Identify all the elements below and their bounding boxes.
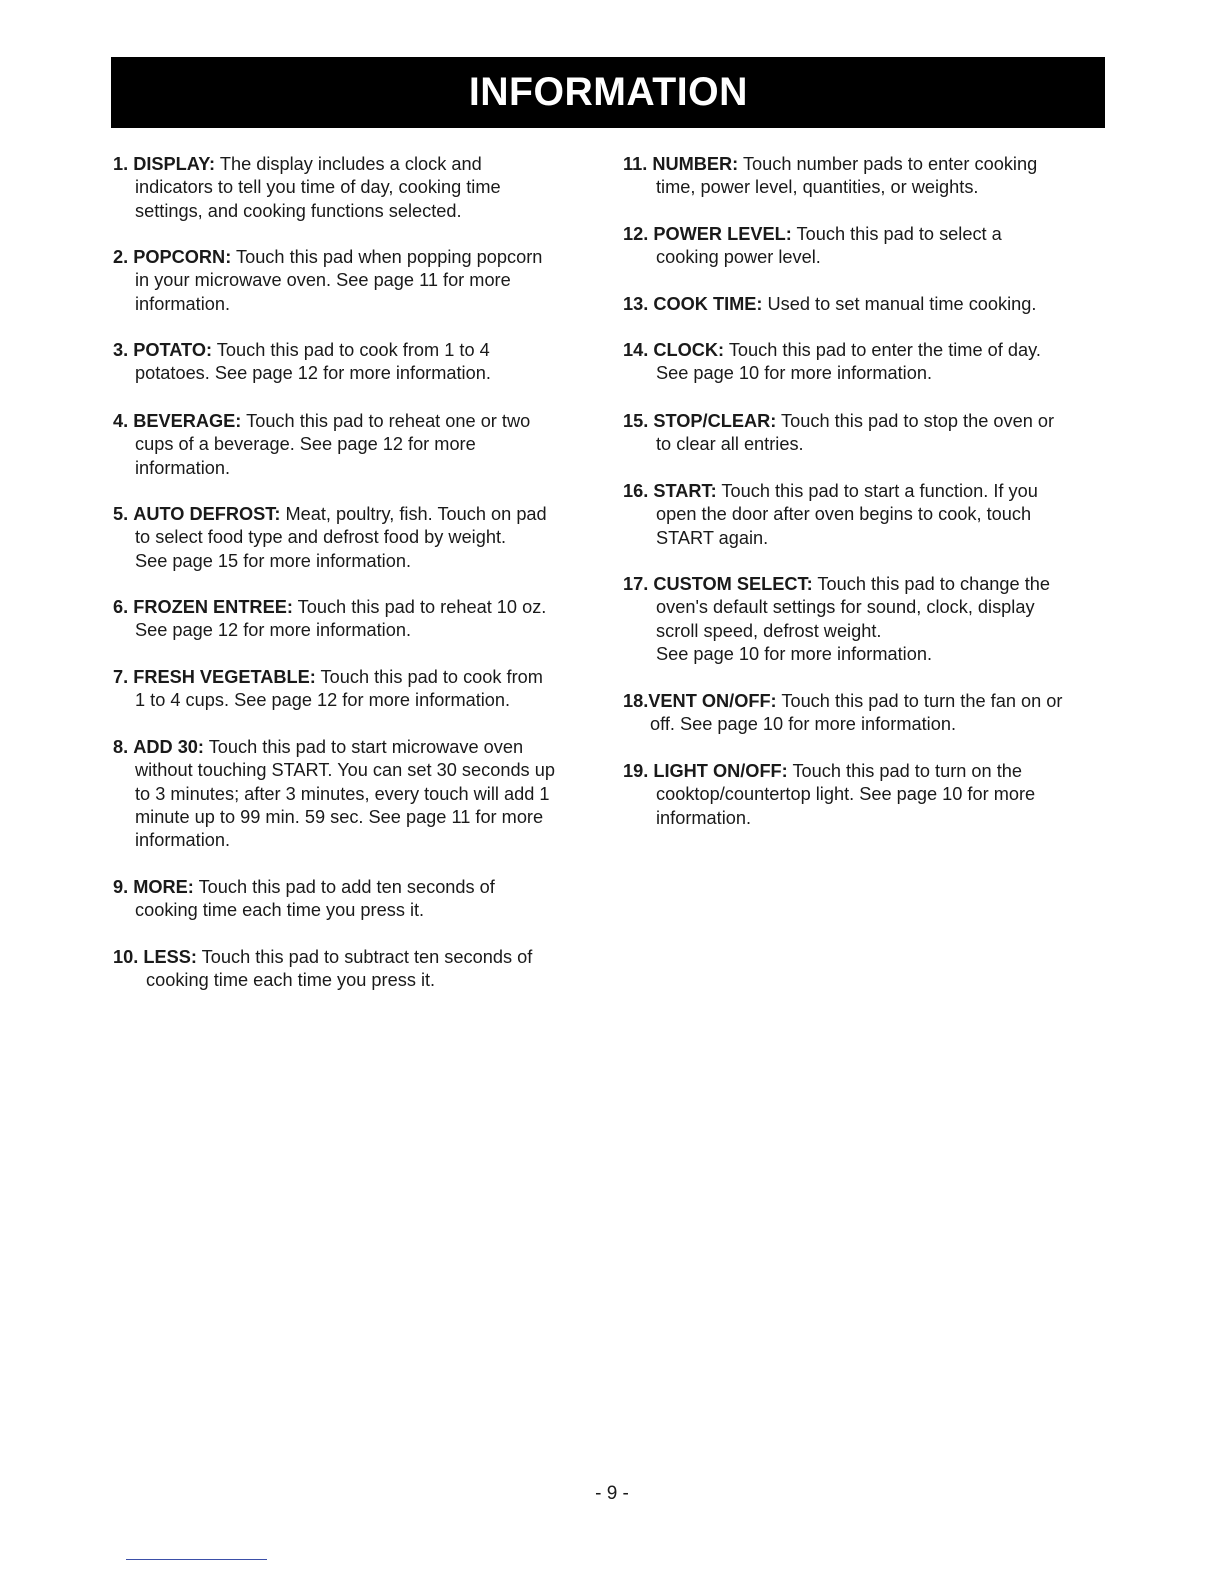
item-term: CLOCK: (653, 340, 725, 360)
item-text: oven's default settings for sound, clock, display (656, 597, 1035, 618)
list-item-cook-time (623, 293, 1113, 316)
list-item-custom-select (623, 573, 1113, 666)
item-number: 19. (623, 761, 649, 781)
item-number: 18. (623, 691, 649, 711)
item-term: LIGHT ON/OFF: (653, 761, 788, 781)
item-text: settings, and cooking functions selected. (135, 200, 462, 221)
item-text: START again. (656, 527, 769, 548)
list-item-light-on-off (623, 760, 1113, 830)
item-text: See page 10 for more information. (656, 643, 933, 664)
item-number: 1. (113, 154, 129, 174)
item-term: AUTO DEFROST: (133, 504, 281, 524)
item-text: cooking power level. (656, 247, 821, 268)
list-item-beverage (113, 410, 603, 480)
item-number: 17. (623, 574, 649, 594)
item-text: Touch this pad to stop the oven or (781, 411, 1055, 431)
item-number: 6. (113, 597, 129, 617)
item-text: Touch this pad to cook from 1 to 4 (216, 340, 490, 360)
item-term: VENT ON/OFF: (648, 691, 777, 711)
item-term: FROZEN ENTREE: (133, 597, 293, 617)
item-text: See page 15 for more information. (135, 550, 412, 571)
list-item-vent-on-off (623, 690, 1113, 737)
item-term: START: (653, 481, 717, 501)
list-item-frozen-entree (113, 596, 603, 643)
item-term: LESS: (143, 947, 197, 967)
item-text: cooking time each time you press it. (135, 900, 425, 921)
item-term: NUMBER: (652, 154, 739, 174)
item-text: to clear all entries. (656, 434, 804, 455)
item-text: scroll speed, defrost weight. (656, 620, 882, 641)
item-term: DISPLAY: (133, 154, 216, 174)
item-text: time, power level, quantities, or weights. (656, 177, 979, 198)
item-text: information. (135, 457, 231, 478)
item-text: Touch this pad to turn the fan on or (781, 691, 1063, 711)
item-text: Touch this pad to enter the time of day. (728, 340, 1041, 360)
item-text: minute up to 99 min. 59 sec. See page 11 for more (135, 806, 544, 827)
list-item-add-30 (113, 736, 603, 852)
section-title: INFORMATION (468, 70, 748, 114)
item-number: 14. (623, 340, 649, 360)
list-item-clock (623, 339, 1113, 386)
item-text: The display includes a clock and (219, 154, 482, 174)
list-item-stop-clear (623, 410, 1113, 457)
item-number: 7. (113, 667, 129, 687)
item-text: cooking time each time you press it. (146, 970, 436, 991)
item-text: Touch this pad to start a function. If you (721, 481, 1038, 501)
item-term: FRESH VEGETABLE: (133, 667, 316, 687)
item-number: 3. (113, 340, 129, 360)
list-item-less (113, 946, 603, 993)
item-text: information. (656, 807, 752, 828)
item-number: 9. (113, 877, 129, 897)
item-text: to select food type and defrost food by weight. (135, 527, 507, 548)
list-item-fresh-vegetable (113, 666, 603, 713)
item-text: information. (135, 830, 231, 851)
page-number: - 9 - (595, 1483, 629, 1504)
item-term: CUSTOM SELECT: (653, 574, 813, 594)
item-term: BEVERAGE: (133, 411, 242, 431)
item-term: COOK TIME: (653, 294, 763, 314)
list-item-number (623, 153, 1113, 200)
item-number: 4. (113, 411, 129, 431)
item-text: Touch number pads to enter cooking (742, 154, 1038, 174)
item-text: off. See page 10 for more information. (650, 714, 956, 735)
item-term: ADD 30: (133, 737, 204, 757)
item-number: 15. (623, 411, 649, 431)
list-item-more (113, 876, 603, 923)
item-text: without touching START. You can set 30 seconds up (135, 760, 555, 781)
item-text: Meat, poultry, fish. Touch on pad (285, 504, 547, 524)
list-item-display (113, 153, 603, 223)
item-text: Touch this pad to reheat one or two (246, 411, 531, 431)
item-text: potatoes. See page 12 for more information. (135, 363, 491, 384)
item-text: Touch this pad when popping popcorn (235, 247, 543, 267)
item-text: indicators to tell you time of day, cooking time (135, 177, 501, 198)
item-number: 5. (113, 504, 129, 524)
item-text: See page 10 for more information. (656, 363, 933, 384)
item-term: STOP/CLEAR: (653, 411, 777, 431)
item-text: Used to set manual time cooking. (767, 294, 1037, 314)
section-header-banner (111, 57, 1105, 128)
item-text: Touch this pad to turn on the (792, 761, 1022, 781)
item-number: 2. (113, 247, 129, 267)
item-text: Touch this pad to change the (817, 574, 1050, 594)
item-number: 8. (113, 737, 129, 757)
item-text: in your microwave oven. See page 11 for more (135, 270, 511, 291)
item-text: information. (135, 293, 231, 314)
item-term: POWER LEVEL: (653, 224, 792, 244)
item-number: 10. (113, 947, 139, 967)
item-text: to 3 minutes; after 3 minutes, every touch will add 1 (135, 783, 550, 804)
list-item-potato (113, 339, 603, 386)
item-text: 1 to 4 cups. See page 12 for more information. (135, 690, 511, 711)
item-number: 13. (623, 294, 649, 314)
item-text: Touch this pad to reheat 10 oz. (297, 597, 547, 617)
item-text: cooktop/countertop light. See page 10 for more (656, 784, 1036, 805)
item-term: POTATO: (133, 340, 213, 360)
item-text: Touch this pad to select a (796, 224, 1002, 244)
list-item-start (623, 480, 1113, 550)
item-text: Touch this pad to start microwave oven (208, 737, 524, 757)
item-term: MORE: (133, 877, 194, 897)
item-text: open the door after oven begins to cook, touch (656, 504, 1032, 525)
item-text: Touch this pad to subtract ten seconds of (201, 947, 533, 967)
item-number: 16. (623, 481, 649, 501)
item-term: POPCORN: (133, 247, 232, 267)
item-text: See page 12 for more information. (135, 620, 412, 641)
item-text: cups of a beverage. See page 12 for more (135, 434, 476, 455)
list-item-popcorn (113, 246, 603, 316)
footnote-divider (126, 1559, 267, 1560)
list-item-auto-defrost (113, 503, 603, 573)
item-number: 12. (623, 224, 649, 244)
item-number: 11. (623, 154, 648, 174)
list-item-power-level (623, 223, 1113, 270)
item-text: Touch this pad to add ten seconds of (198, 877, 495, 897)
item-text: Touch this pad to cook from (320, 667, 543, 687)
